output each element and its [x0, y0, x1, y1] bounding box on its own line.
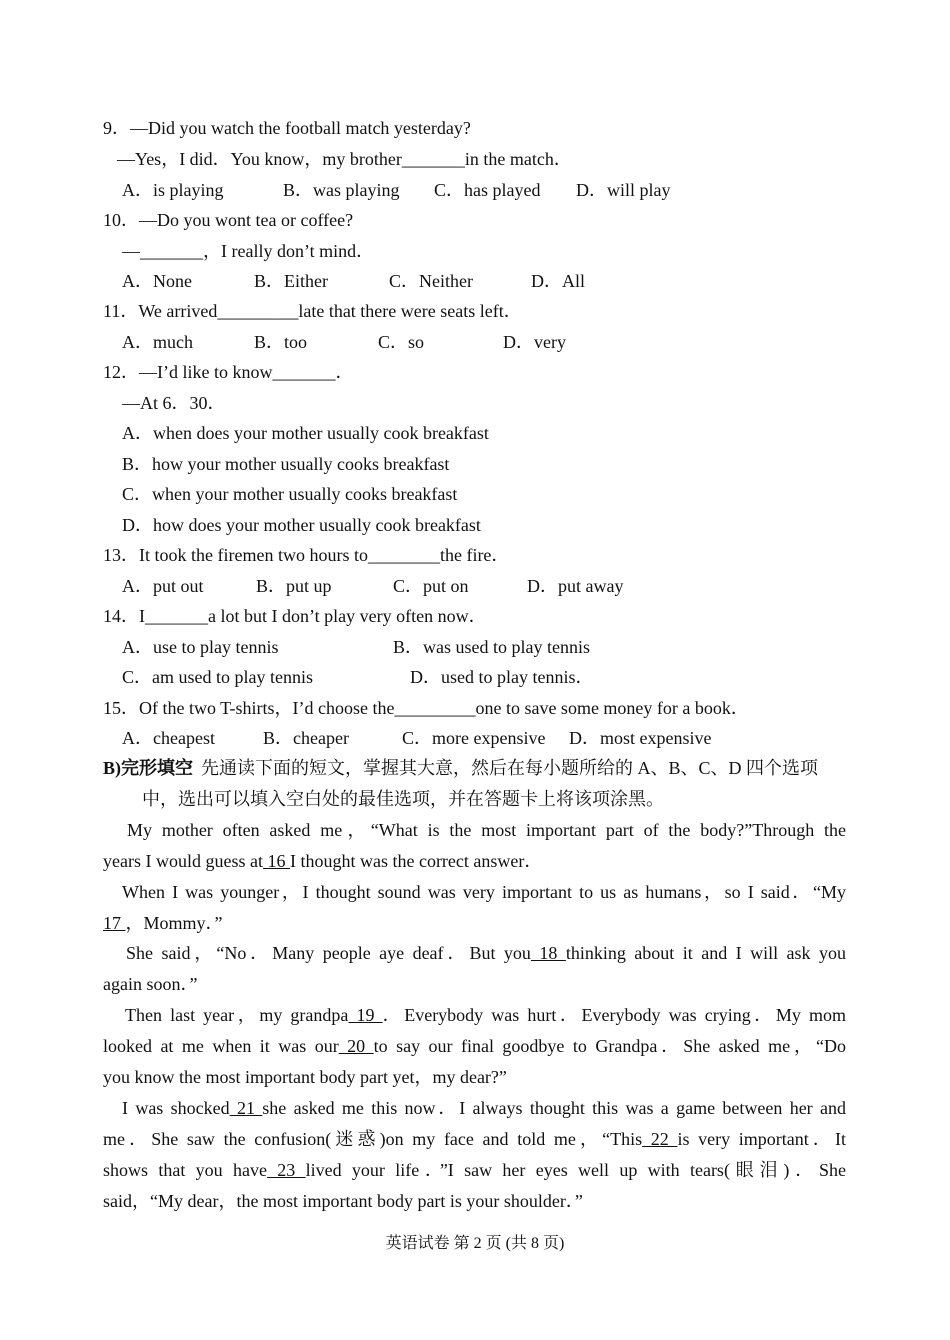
question-10-option-b: B．Either: [254, 271, 328, 291]
question-9-option-d: D．will play: [576, 180, 671, 200]
passage-text: ，Mommy．”: [125, 913, 223, 933]
passage-p5-line2: [103, 1128, 846, 1150]
question-11-stem: 11．We arrived_________late that there were seats left．: [103, 301, 522, 321]
question-9-stem: 9．—Did you watch the football match yesterday?: [103, 118, 471, 138]
question-14-option-d: D．used to play tennis．: [410, 667, 594, 687]
question-12-option-a: A．when does your mother usually cook breakfast: [122, 423, 489, 443]
passage-p1-line2: [103, 850, 542, 872]
passage-text: to say our final goodbye to Grandpa．She asked me，“Do: [373, 1036, 847, 1056]
question-15-option-c: C．more expensive: [402, 728, 546, 748]
question-13-stem: 13．It took the firemen two hours to________the fire．: [103, 545, 510, 565]
question-10-reply: —_______，I really don’t mind．: [122, 241, 375, 261]
passage-p2-line2: [103, 912, 223, 934]
question-9-reply: —Yes，I did．You know，my brother_______in the match．: [117, 149, 572, 169]
question-9-option-b: B．was playing: [283, 180, 400, 200]
section-b-instruction-cont: 中，选出可以填入空白处的最佳选项，并在答题卡上将该项涂黑。: [142, 789, 664, 809]
passage-text: lived your life．”I saw her eyes well up with tears(眼泪)．She: [305, 1160, 847, 1180]
blank-21: 21: [229, 1098, 263, 1118]
passage-p2-line1: When I was younger，I thought sound was very important to us as humans，so I said．“My: [122, 882, 846, 902]
passage-text: I was shocked: [122, 1098, 230, 1118]
section-b-heading: B)完形填空: [103, 758, 193, 778]
passage-p4-line1: [103, 1004, 846, 1026]
passage-p3-line1: [103, 942, 846, 964]
question-15-option-a: A．cheapest: [122, 728, 215, 748]
section-b-heading-line: [103, 757, 818, 779]
question-9-option-a: A．is playing: [122, 180, 224, 200]
question-10-option-a: A．None: [122, 271, 192, 291]
passage-p5-line4: said，“My dear，the most important body part is your shoulder．”: [103, 1191, 583, 1211]
question-10-option-d: D．All: [531, 271, 585, 291]
passage-text: shows that you have: [103, 1160, 267, 1180]
blank-18: 18: [530, 943, 566, 963]
question-13-option-d: D．put away: [527, 576, 624, 596]
question-14-stem: 14．I_______a lot but I don’t play very often now．: [103, 606, 487, 626]
passage-text: ．Everybody was hurt．Everybody was crying．My mom: [382, 1005, 846, 1025]
section-b-instruction: 先通读下面的短文，掌握其大意，然后在每小题所给的 A、B、C、D 四个选项: [201, 758, 819, 778]
question-13-option-c: C．put on: [393, 576, 469, 596]
passage-p3-line2: again soon．”: [103, 974, 198, 994]
question-14-option-a: A．use to play tennis: [122, 637, 279, 657]
question-11-option-c: C．so: [378, 332, 425, 352]
blank-17: 17: [103, 913, 126, 933]
question-12-option-c: C．when your mother usually cooks breakfast: [122, 484, 458, 504]
question-11-option-a: A．much: [122, 332, 193, 352]
question-14-option-c: C．am used to play tennis: [122, 667, 313, 687]
blank-16: 16: [262, 851, 290, 871]
question-13-option-b: B．put up: [256, 576, 332, 596]
question-10-option-c: C．Neither: [389, 271, 473, 291]
passage-text: years I would guess at: [103, 851, 263, 871]
blank-22: 22: [642, 1129, 678, 1149]
passage-text: I thought was the correct answer．: [289, 851, 543, 871]
blank-19: 19: [348, 1005, 383, 1025]
question-12-option-b: B．how your mother usually cooks breakfast: [122, 454, 450, 474]
passage-text: thinking about it and I will ask you: [565, 943, 847, 963]
passage-text: me．She saw the confusion(迷惑)on my face and told me，“This: [103, 1129, 643, 1149]
page-footer: 英语试卷 第 2 页 (共 8 页): [385, 1235, 565, 1252]
question-15-option-d: D．most expensive: [569, 728, 712, 748]
passage-p1-line1: My mother often asked me，“What is the most important part of the body?”Through the: [127, 820, 846, 840]
question-13-option-a: A．put out: [122, 576, 204, 596]
question-15-option-b: B．cheaper: [263, 728, 349, 748]
blank-23: 23: [266, 1160, 306, 1180]
question-11-option-d: D．very: [503, 332, 566, 352]
question-11-option-b: B．too: [254, 332, 308, 352]
passage-p4-line2: [103, 1035, 846, 1057]
question-10-stem: 10．—Do you wont tea or coffee?: [103, 210, 354, 230]
passage-p5-line1: [103, 1097, 846, 1119]
passage-text: she asked me this now．I always thought this was a game between her and: [262, 1098, 846, 1118]
passage-text: She said，“No．Many people aye deaf．But you: [126, 943, 531, 963]
question-9-option-c: C．has played: [434, 180, 541, 200]
question-15-stem: 15．Of the two T-shirts，I’d choose the_________one to save some money for a book．: [103, 698, 749, 718]
passage-p5-line3: [103, 1159, 846, 1181]
passage-text: looked at me when it was our: [103, 1036, 339, 1056]
blank-20: 20: [338, 1036, 374, 1056]
question-12-reply: —At 6．30．: [122, 393, 226, 413]
question-14-option-b: B．was used to play tennis: [393, 637, 590, 657]
passage-p4-line3: you know the most important body part yet，my dear?”: [103, 1067, 507, 1087]
passage-text: Then last year，my grandpa: [125, 1005, 349, 1025]
passage-text: is very important．It: [677, 1129, 847, 1149]
question-12-option-d: D．how does your mother usually cook breakfast: [122, 515, 481, 535]
question-12-stem: 12．—I’d like to know_______．: [103, 362, 354, 382]
